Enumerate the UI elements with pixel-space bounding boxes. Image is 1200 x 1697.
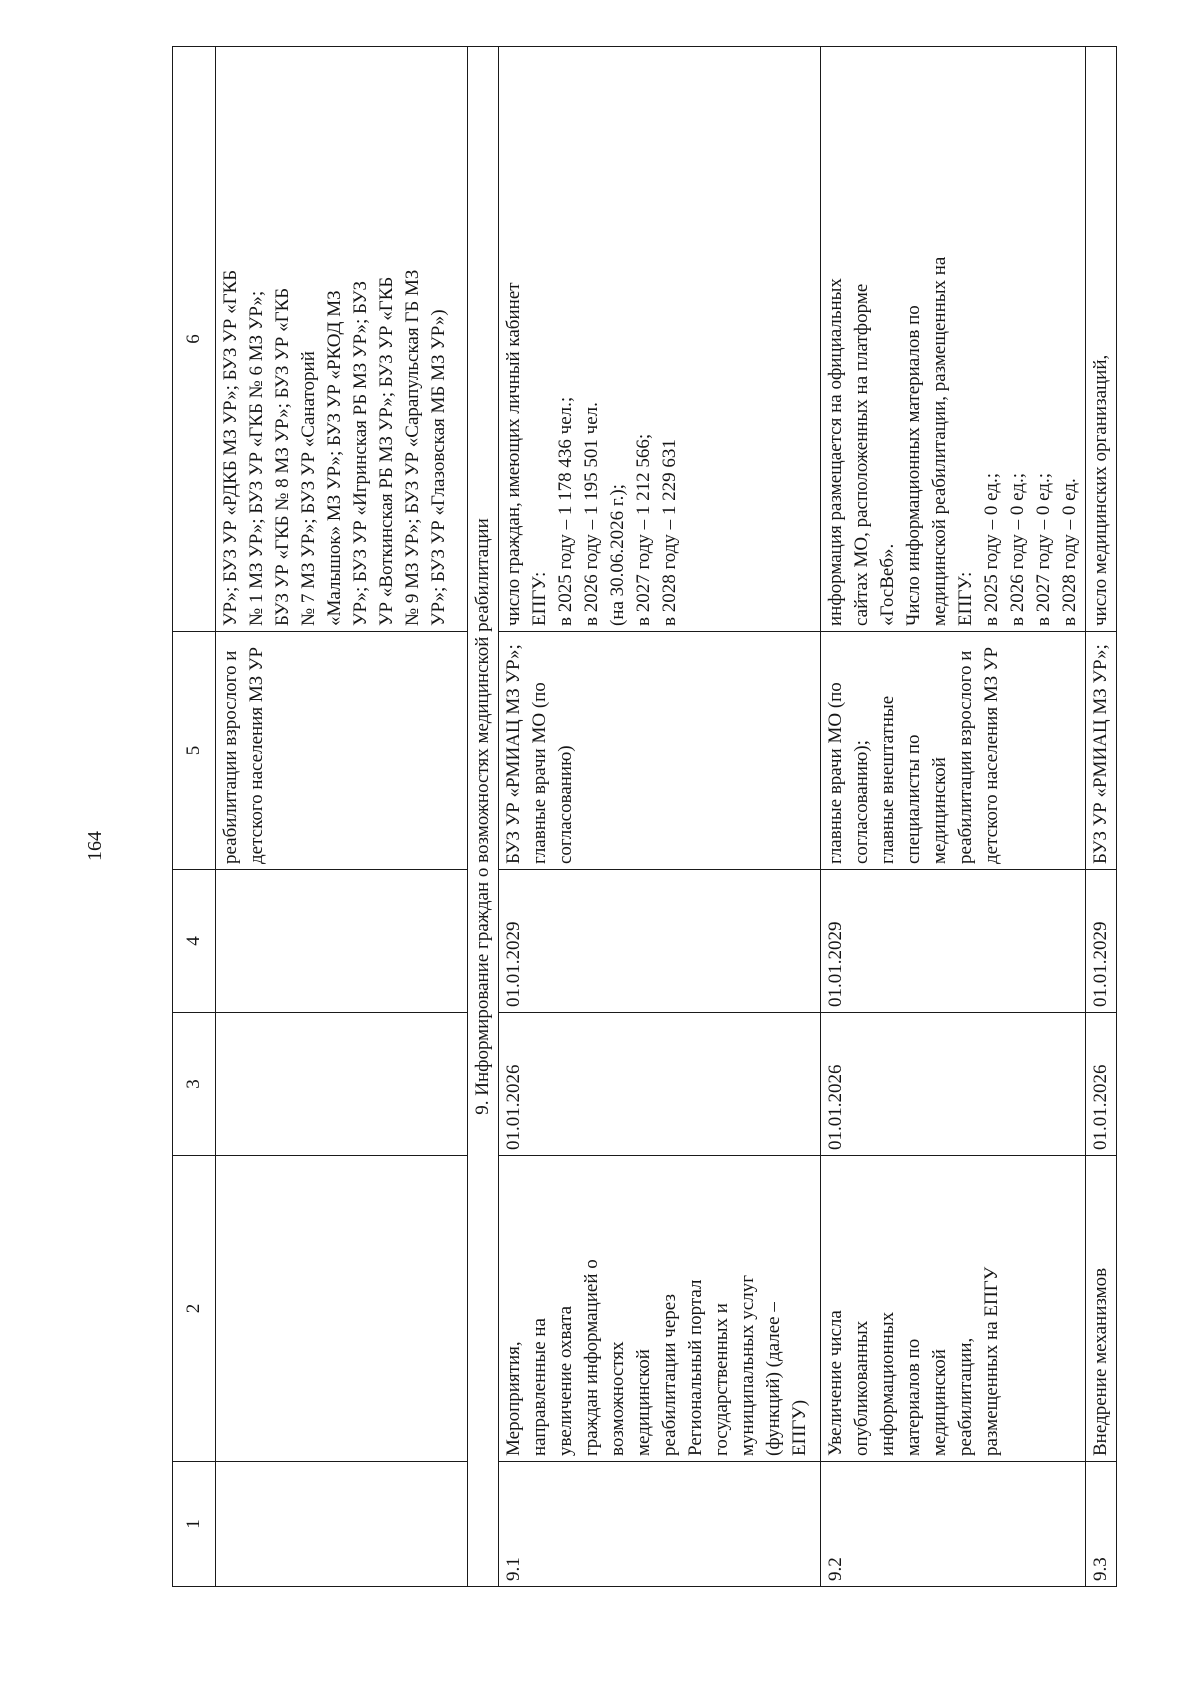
text-line: в 2026 году – 1 195 501 чел. (581, 402, 602, 626)
continuation-cell-3 (216, 1013, 468, 1156)
text-line: сайтах МО, расположенных на платформе (851, 283, 872, 626)
text-line: направленные на (529, 1318, 550, 1456)
responsible-cell (499, 632, 821, 870)
continuation-cell-result (216, 47, 468, 632)
text-line: главные врачи МО (по (529, 682, 550, 864)
text-line: Региональный портал (685, 1279, 706, 1456)
measure-cell (821, 1156, 1086, 1462)
text-line: УР «Воткинская РБ МЗ УР»; БУЗ УР «ГКБ (376, 276, 397, 626)
column-number-1: 1 (173, 1462, 216, 1587)
text-line: специалисты по (903, 734, 924, 864)
text-line: медицинской (633, 1349, 654, 1456)
text-line: главные внештатные (877, 695, 898, 864)
column-number-3: 3 (173, 1013, 216, 1156)
column-number-5: 5 (173, 632, 216, 870)
text-line: медицинской (929, 757, 950, 864)
end-date: 01.01.2029 (1086, 870, 1117, 1013)
text-line: муниципальных услуг (737, 1274, 758, 1456)
text-line: «ГосВеб». (877, 543, 898, 626)
text-line: материалов по (903, 1338, 924, 1456)
table-row-9-2 (821, 47, 1086, 1587)
section-heading: 9. Информирование граждан о возможностях медицинской реабилитации (468, 47, 499, 1587)
text-line: детского населения МЗ УР (246, 646, 267, 864)
column-number-4: 4 (173, 870, 216, 1013)
text-line: № 9 МЗ УР»; БУЗ УР «Сарапульская ГБ МЗ (402, 269, 423, 626)
start-date: 01.01.2026 (499, 1013, 821, 1156)
measure-cell (499, 1156, 821, 1462)
result-cell (821, 47, 1086, 632)
row-number: 9.1 (499, 1462, 821, 1587)
text-line: детского населения МЗ УР (981, 646, 1002, 864)
text-line: согласованию); (851, 740, 872, 864)
text-line: БУЗ УР «РМИАЦ МЗ УР»; (1090, 644, 1111, 864)
end-date: 01.01.2029 (821, 870, 1086, 1013)
text-line: согласованию) (555, 745, 576, 864)
plan-table-container (172, 47, 1111, 1587)
start-date: 01.01.2026 (821, 1013, 1086, 1156)
continuation-cell-responsible (216, 632, 468, 870)
result-cell (1086, 47, 1117, 632)
text-line: ЕПГУ) (789, 1399, 810, 1456)
text-line: Увеличение числа (825, 1310, 846, 1456)
text-line: БУЗ УР «ГКБ № 8 МЗ УР»; БУЗ УР «ГКБ (272, 287, 293, 626)
text-line: реабилитации взрослого и (955, 650, 976, 864)
text-line: в 2025 году – 0 ед.; (981, 472, 1002, 626)
column-number-6: 6 (173, 47, 216, 632)
row-number: 9.2 (821, 1462, 1086, 1587)
text-line: в 2027 году – 0 ед.; (1033, 472, 1054, 626)
text-line: Число информационных материалов по (903, 305, 924, 626)
section-heading-row (468, 47, 499, 1587)
responsible-cell (821, 632, 1086, 870)
text-line: главные врачи МО (по (825, 682, 846, 864)
continuation-cell-1 (216, 1462, 468, 1587)
text-line: информационных (877, 1311, 898, 1456)
text-line: № 7 МЗ УР»; БУЗ УР «Санаторий (298, 351, 319, 626)
text-line: граждан информацией о (581, 1259, 602, 1456)
text-line: УР»; БУЗ УР «Глазовская МБ МЗ УР») (428, 309, 449, 626)
text-line: Мероприятия, (503, 1341, 524, 1456)
text-line: реабилитации, (955, 1337, 976, 1456)
end-date: 01.01.2029 (499, 870, 821, 1013)
text-line: размещенных на ЕПГУ (981, 1266, 1002, 1456)
text-line: возможностях (607, 1341, 628, 1456)
text-line: информация размещается на официальных (825, 278, 846, 626)
text-line: в 2028 году – 0 ед. (1059, 478, 1080, 626)
text-line: государственных и (711, 1303, 732, 1456)
text-line: число граждан, имеющих личный кабинет (503, 282, 524, 626)
text-line: УР»; БУЗ УР «РДКБ МЗ УР»; БУЗ УР «ГКБ (220, 269, 241, 626)
text-line: опубликованных (851, 1320, 872, 1456)
text-line: БУЗ УР «РМИАЦ МЗ УР»; (503, 644, 524, 864)
start-date: 01.01.2026 (1086, 1013, 1117, 1156)
text-line: ЕПГУ: (529, 571, 550, 626)
text-line: ЕПГУ: (955, 571, 976, 626)
text-line: УР»; БУЗ УР «Игринская РБ МЗ УР»; БУЗ (350, 280, 371, 626)
text-line: в 2028 году – 1 229 631 (659, 439, 680, 626)
text-line: в 2025 году – 1 178 436 чел.; (555, 396, 576, 626)
text-line: в 2027 году – 1 212 566; (633, 433, 654, 626)
text-line: число медицинских организаций, (1090, 354, 1111, 626)
text-line: в 2026 году – 0 ед.; (1007, 472, 1028, 626)
result-cell (499, 47, 821, 632)
page-number: 164 (84, 831, 106, 861)
continuation-cell-2 (216, 1156, 468, 1462)
text-line: Внедрение механизмов (1090, 1267, 1111, 1456)
continuation-row (216, 47, 468, 1587)
text-line: медицинской (929, 1349, 950, 1456)
text-line: «Малышок» МЗ УР»; БУЗ УР «РКОД МЗ (324, 290, 345, 626)
text-line: (функций) (далее – (763, 1302, 784, 1456)
plan-table (172, 46, 1117, 1587)
table-row-9-3 (1086, 47, 1117, 1587)
text-line: реабилитации взрослого и (220, 650, 241, 864)
responsible-cell (1086, 632, 1117, 870)
continuation-cell-4 (216, 870, 468, 1013)
column-number-2: 2 (173, 1156, 216, 1462)
measure-cell (1086, 1156, 1117, 1462)
column-numbers-row (173, 47, 216, 1587)
text-line: № 1 МЗ УР»; БУЗ УР «ГКБ № 6 МЗ УР»; (246, 290, 267, 626)
text-line: реабилитации через (659, 1294, 680, 1456)
text-line: медицинской реабилитации, размещенных на (929, 256, 950, 626)
row-number: 9.3 (1086, 1462, 1117, 1587)
text-line: (на 30.06.2026 г.); (607, 484, 628, 626)
table-row-9-1 (499, 47, 821, 1587)
text-line: увеличение охвата (555, 1305, 576, 1456)
